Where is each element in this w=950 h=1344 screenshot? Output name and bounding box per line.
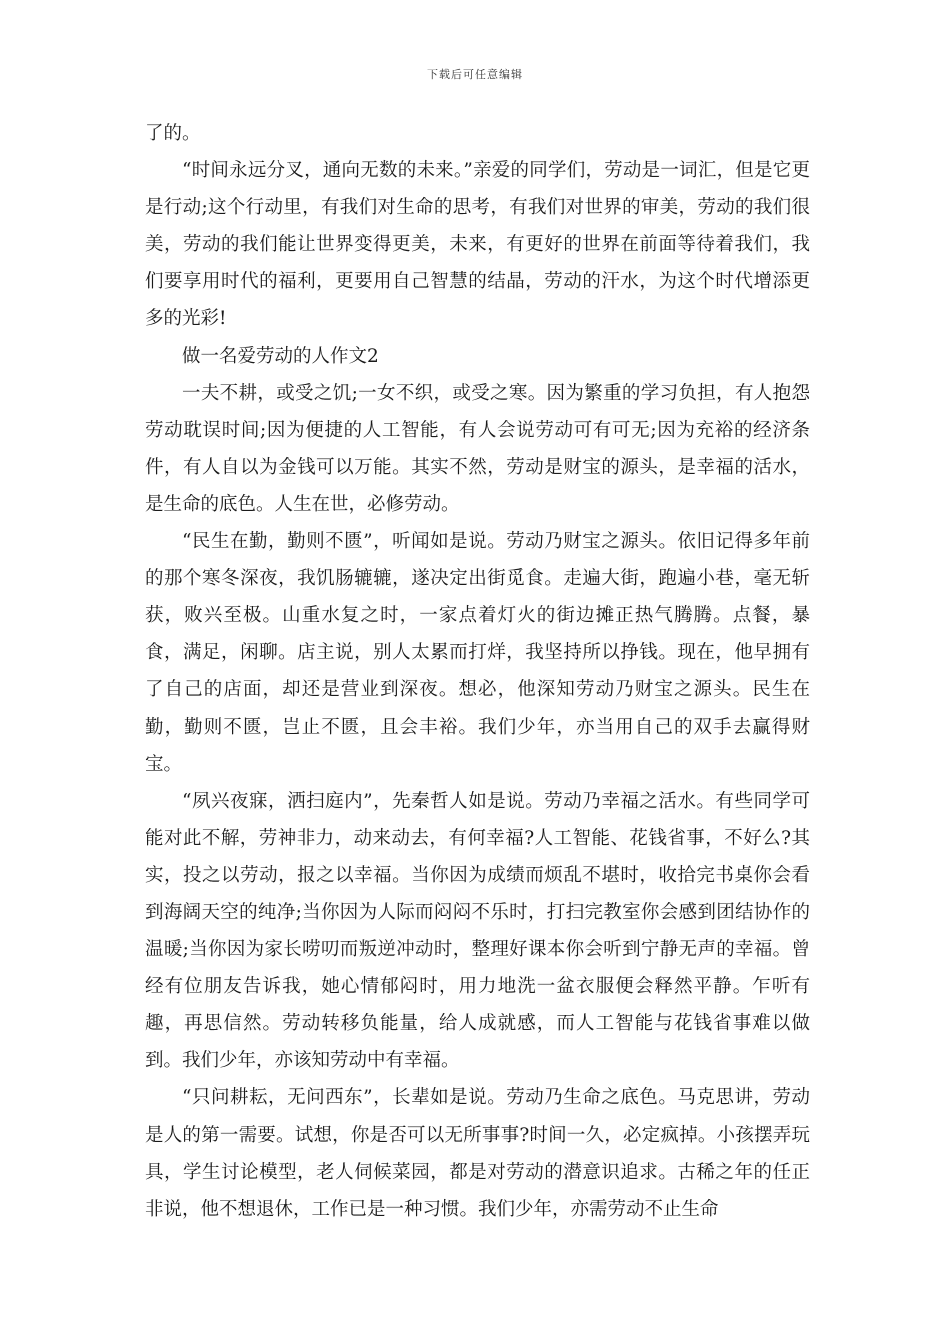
document-body (145, 115, 810, 1228)
paragraph-life: “只问耕耘，无问西东”，长辈如是说。劳动乃生命之底色。马克思讲，劳动是人的第一需要。试想，你是否可以无所事事?时间一久，必定疯掉。小孩摆弄玩具，学生讨论模型，老人伺候菜园，都是对劳动的潜意识追求。古稀之年的任正非说，他不想退休，工作已是一种习惯。我们少年，亦需劳动不止生命 (145, 1087, 810, 1220)
paragraph-happiness: “夙兴夜寐，洒扫庭内”，先秦哲人如是说。劳动乃幸福之活水。有些同学可能对此不解，劳神非力，动来动去，有何幸福?人工智能、花钱省事，不好么?其实，投之以劳动，报之以幸福。当你因为成绩而烦乱不堪时，收拾完书桌你会看到海阔天空的纯净;当你因为人际而闷闷不乐时，打扫完教室你会感到团结协作的温暖;当你因为家长唠叨而叛逆冲动时，整理好课本你会听到宁静无声的幸福。曾经有位朋友告诉我，她心情郁闷时，用力地洗一盆衣服便会释然平静。乍听有趣，再思信然。劳动转移负能量，给人成就感，而人工智能与花钱省事难以做到。我们少年，亦该知劳动中有幸福。 (145, 790, 810, 1072)
paragraph-conclusion: “时间永远分叉，通向无数的未来。”亲爱的同学们，劳动是一词汇，但是它更是行动;这个行动里，有我们对生命的思考，有我们对世界的审美，劳动的我们很美，劳动的我们能让世界变得更美，未来，有更好的世界在前面等待着我们，我们要享用时代的福利，更要用自己智慧的结晶，劳动的汗水，为这个时代增添更多的光彩! (145, 160, 810, 330)
paragraph-wealth: “民生在勤，勤则不匮”，听闻如是说。劳动乃财宝之源头。依旧记得多年前的那个寒冬深夜，我饥肠辘辘，遂决定出街觅食。走遍大街，跑遍小巷，毫无斩获，败兴至极。山重水复之时，一家点着灯火的街边摊正热气腾腾。点餐，暴食，满足，闲聊。店主说，别人太累而打烊，我坚持所以挣钱。现在，他早拥有了自己的店面，却还是营业到深夜。想必，他深知劳动乃财宝之源头。民生在勤，勤则不匮，岂止不匮，且会丰裕。我们少年，亦当用自己的双手去赢得财宝。 (145, 531, 810, 775)
paragraph-continuation: 了的。 (145, 123, 201, 144)
paragraph-intro: 一夫不耕，或受之饥;一女不织，或受之寒。因为繁重的学习负担，有人抱怨劳动耽误时间;因为便捷的人工智能，有人会说劳动可有可无;因为充裕的经济条件，有人自以为金钱可以万能。其实不然，劳动是财宝的源头，是幸福的活水，是生命的底色。人生在世，必修劳动。 (145, 382, 810, 515)
page-header: 下载后可任意编辑 (427, 68, 523, 81)
essay-title: 做一名爱劳动的人作文2 (182, 345, 379, 367)
